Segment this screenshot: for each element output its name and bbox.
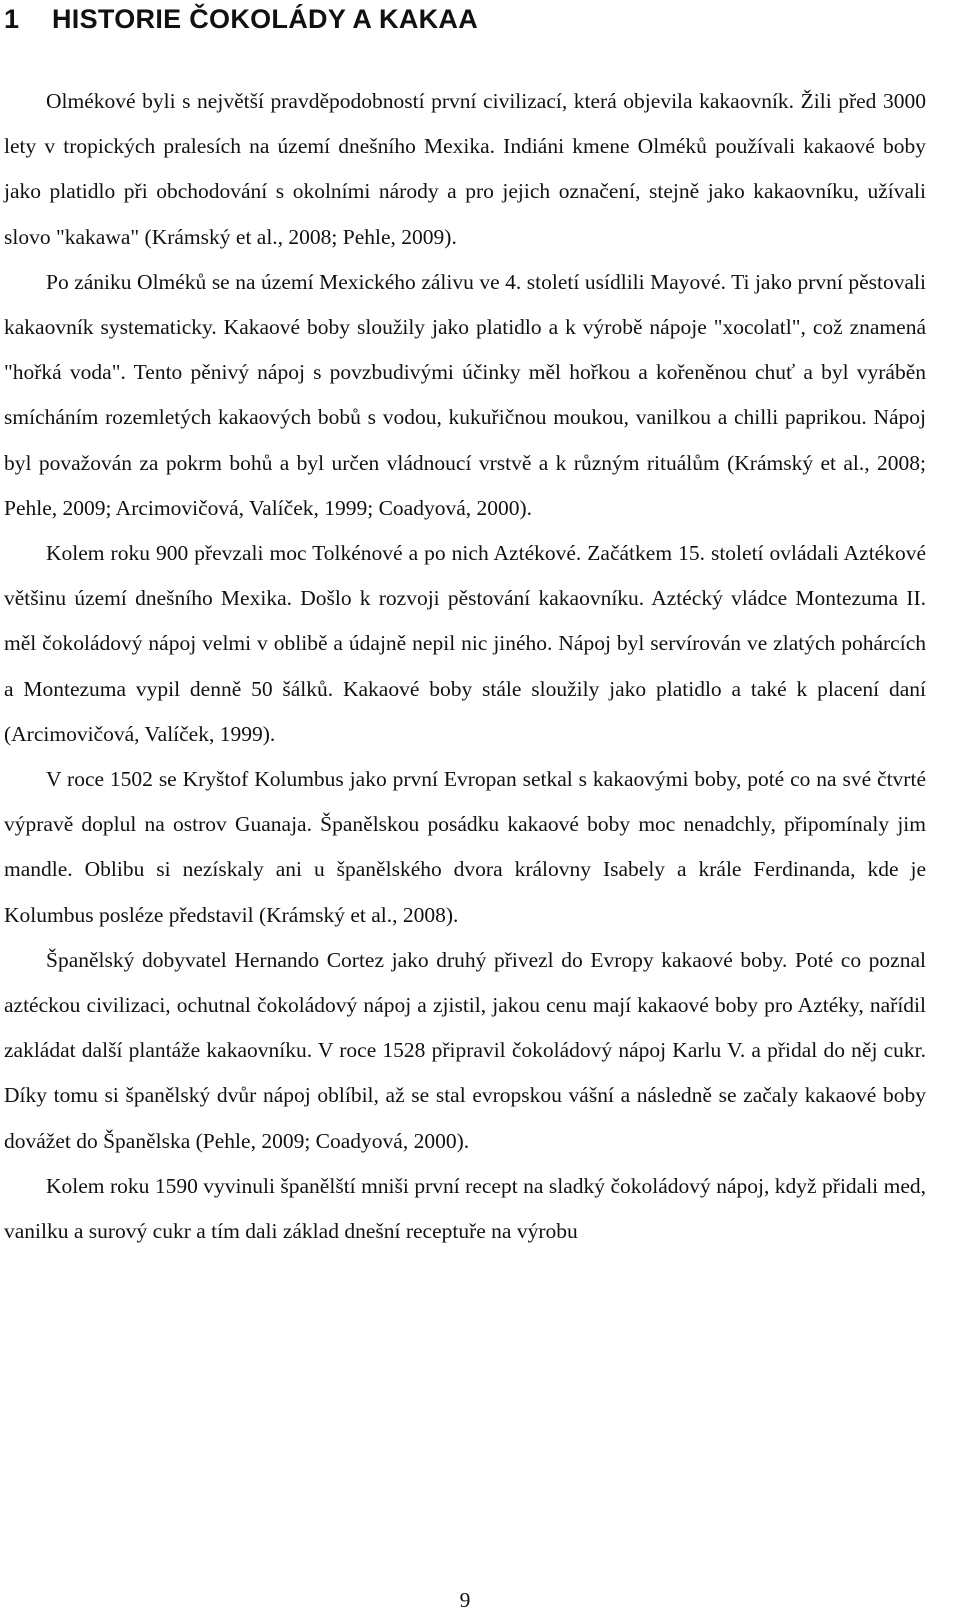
paragraph-aztecs: Kolem roku 900 převzali moc Tolkénové a po nich Aztékové. Začátkem 15. století ovládali Aztékové většinu území dnešního Mexika. Došlo k rozvoji pěstování kakaovníku. Aztécký vládce Montezuma II. měl čokoládový nápoj velmi v oblibě a údajně nepil nic jiného. Nápoj byl servírován ve zlatých pohárcích a Montezuma vypil denně 50 šálků. Kakaové boby stále sloužily jako platidlo a také k placení daní (Arcimovičová, Valíček, 1999). [4,541,926,746]
paragraph-cortez: Španělský dobyvatel Hernando Cortez jako druhý přivezl do Evropy kakaové boby. Poté co poznal aztéckou civilizaci, ochutnal čokoládový nápoj a zjistil, jakou cenu mají kakaové boby pro Aztéky, nařídil zakládat další plantáže kakaovníku. V roce 1528 připravil čokoládový nápoj Karlu V. a přidal do něj cukr. Díky tomu si španělský dvůr nápoj oblíbil, až se stal evropskou vášní a následně se začaly kakaové boby dovážet do Španělska (Pehle, 2009; Coadyová, 2000). [4,947,926,1153]
paragraph-mayans: Po zániku Olméků se na území Mexického zálivu ve 4. století usídlili Mayové. Ti jako první pěstovali kakaovník systematicky. Kakaové boby sloužily jako platidlo a k výrobě nápoje "xocolatl", což znamená "hořká voda". Tento pěnivý nápoj s povzbudivými účinky měl hořkou a kořeněnou chuť a byl vyráběn smícháním rozemletých kakaových bobů s vodou, kukuřičnou moukou, vanilkou a chilli paprikou. Nápoj byl považován za pokrm bohů a byl určen vládnoucí vrstvě a k různým rituálům (Krámský et al., 2008; Pehle, 2009; Arcimovičová, Valíček, 1999; Coadyová, 2000). [4,269,926,520]
paragraph-columbus: V roce 1502 se Kryštof Kolumbus jako první Evropan setkal s kakaovými boby, poté co na své čtvrté výpravě doplul na ostrov Guanaja. Španělskou posádku kakaové boby moc nenadchly, připomínaly jim mandle. Oblibu si nezískaly ani u španělského dvora královny Isabely a krále Ferdinanda, kde je Kolumbus posléze představil (Krámský et al., 2008). [4,767,926,927]
paragraph-monks: Kolem roku 1590 vyvinuli španělští mniši první recept na sladký čokoládový nápoj, když přidali med, vanilku a surový cukr a tím dali základ dnešní receptuře na výrobu [4,1173,926,1244]
page-number: 9 [459,1588,471,1612]
chapter-number: 1 [4,4,20,34]
chapter-heading [4,0,478,38]
paragraph-olmecs: Olmékové byli s největší pravděpodobností první civilizací, která objevila kakaovník. Žili před 3000 lety v tropických pralesích na území dnešního Mexika. Indiáni kmene Olméků používali kakaové boby jako platidlo při obchodování s okolními národy a pro jejich označení, stejně jako kakaovníku, užívali slovo "kakawa" (Krámský et al., 2008; Pehle, 2009). [4,89,926,249]
body-text [4,79,926,1254]
chapter-title: HISTORIE ČOKOLÁDY A KAKAA [52,4,479,34]
